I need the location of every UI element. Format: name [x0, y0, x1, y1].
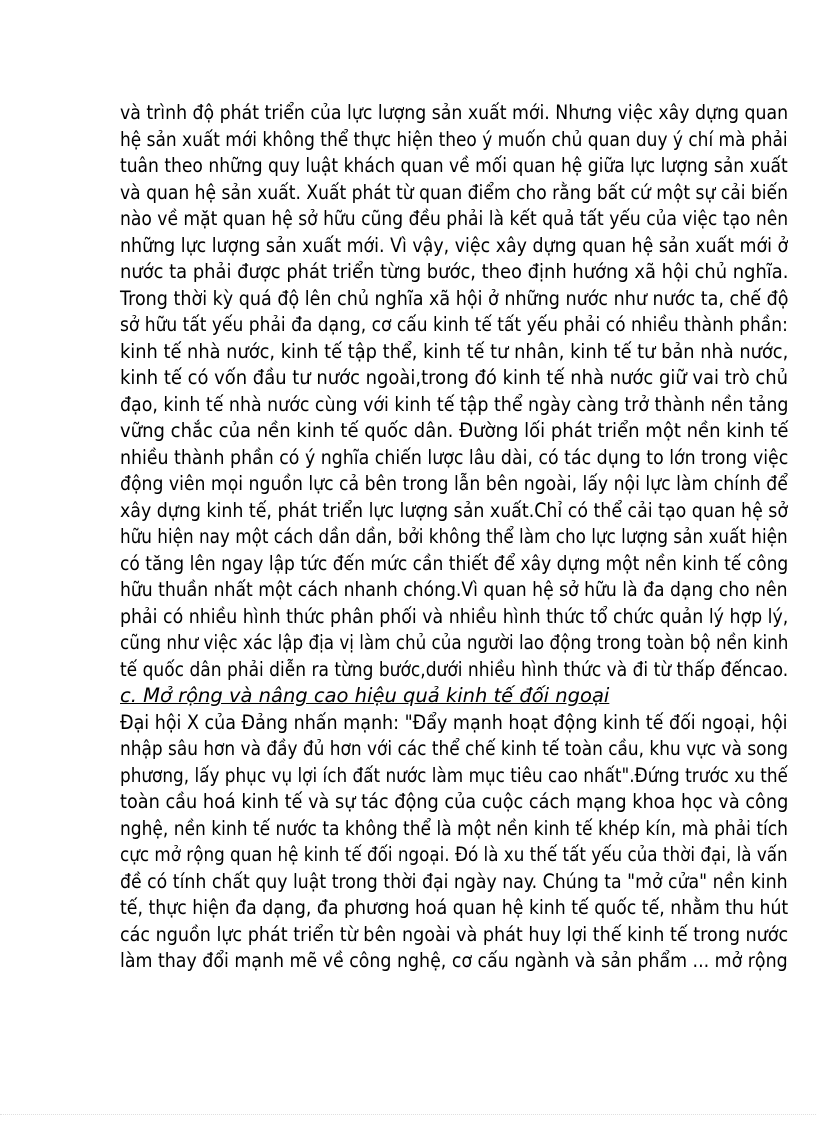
text-line: phương, lấy phục vụ lợi ích đất nước làm mục tiêu cao nhất".Đứng trước xu thế — [120, 763, 788, 787]
text-line: tế quốc dân phải diễn ra từng bước,dưới nhiều hình thức và đi từ thấp đếncao. — [120, 657, 789, 681]
text-line: Đại hội X của Đảng nhấn mạnh: "Đẩy mạnh hoạt động kinh tế đối ngoại, hội — [120, 710, 788, 734]
text-line: nước ta phải được phát triển từng bước, theo định hướng xã hội chủ nghĩa. — [120, 260, 789, 283]
text-line: có tăng lên ngay lập tức đến mức cần thiết để xây dựng một nền kinh tế công — [120, 551, 789, 575]
text-line: sở hữu tất yếu phải đa dạng, cơ cấu kinh tế tất yếu phải có nhiều thành phần: — [120, 313, 788, 336]
text-line: kinh tế có vốn đầu tư nước ngoài,trong đó kinh tế nhà nước giữ vai trò chủ — [120, 366, 789, 389]
text-line: nhập sâu hơn và đầy đủ hơn với các thể chế kinh tế toàn cầu, khu vực và song — [120, 737, 789, 760]
text-line: tế, thực hiện đa dạng, đa phương hoá quan hệ kinh tế quốc tế, nhằm thu hút — [120, 896, 789, 919]
text-line: hữu thuần nhất một cách nhanh chóng.Vì quan hệ sở hữu là đa dạng cho nên — [120, 578, 788, 601]
text-line: kinh tế nhà nước, kinh tế tập thể, kinh tế tư nhân, kinh tế tư bản nhà nước, — [120, 339, 789, 363]
text-line: làm thay đổi mạnh mẽ về công nghệ, cơ cấu ngành và sản phẩm ... mở rộng — [120, 949, 788, 972]
section-heading: c. Mở rộng và nâng cao hiệu quả kinh tế đối ngoại — [120, 684, 610, 707]
text-line: hệ sản xuất mới không thể thực hiện theo ý muốn chủ quan duy ý chí mà phải — [120, 127, 788, 151]
text-line: xây dựng kinh tế, phát triển lực lượng sản xuất.Chỉ có thể cải tạo quan hệ sở — [120, 498, 789, 522]
text-line: cũng như việc xác lập địa vị làm chủ của người lao động trong toàn bộ nền kinh — [120, 631, 789, 654]
text-line: đạo, kinh tế nhà nước cùng với kinh tế tập thể ngày càng trở thành nền tảng — [120, 392, 789, 416]
text-line: phải có nhiều hình thức phân phối và nhiều hình thức tổ chức quản lý hợp lý, — [120, 604, 789, 628]
text-line: và quan hệ sản xuất. Xuất phát từ quan điểm cho rằng bất cứ một sự cải biến — [120, 180, 788, 204]
text-line: những lực lượng sản xuất mới. Vì vậy, việc xây dựng quan hệ sản xuất mới ở — [120, 233, 789, 257]
text-line: toàn cầu hoá kinh tế và sự tác động của cuộc cách mạng khoa học và công — [120, 790, 789, 813]
document-body — [120, 100, 790, 975]
text-line: các nguồn lực phát triển từ bên ngoài và phát huy lợi thế kinh tế trong nước — [120, 922, 789, 946]
text-line: Trong thời kỳ quá độ lên chủ nghĩa xã hội ở những nước như nước ta, chế độ — [120, 286, 789, 310]
text-line: hữu hiện nay một cách dần dần, bởi không thể làm cho lực lượng sản xuất hiện — [120, 525, 788, 548]
text-line: và trình độ phát triển của lực lượng sản xuất mới. Nhưng việc xây dựng quan — [120, 101, 789, 124]
text-line: vững chắc của nền kinh tế quốc dân. Đường lối phát triển một nền kinh tế — [120, 419, 789, 442]
text-line: nghệ, nền kinh tế nước ta không thể là một nền kinh tế khép kín, mà phải tích — [120, 816, 788, 840]
text-line: nào về mặt quan hệ sở hữu cũng đều phải là kết quả tất yếu của việc tạo nên — [120, 207, 789, 230]
text-line: đề có tính chất quy luật trong thời đại ngày nay. Chúng ta "mở cửa" nền kinh — [120, 869, 788, 893]
text-line: động viên mọi nguồn lực cả bên trong lẫn bên ngoài, lấy nội lực làm chính để — [120, 472, 788, 495]
text-line: nhiều thành phần có ý nghĩa chiến lược lâu dài, có tác dụng to lớn trong việc — [120, 445, 789, 469]
text-line: tuân theo những quy luật khách quan về mối quan hệ giữa lực lượng sản xuất — [120, 154, 788, 177]
page-bottom-rule — [0, 1114, 816, 1115]
text-line: cực mở rộng quan hệ kinh tế đối ngoại. Đó là xu thế tất yếu của thời đại, là vấn — [120, 843, 788, 866]
